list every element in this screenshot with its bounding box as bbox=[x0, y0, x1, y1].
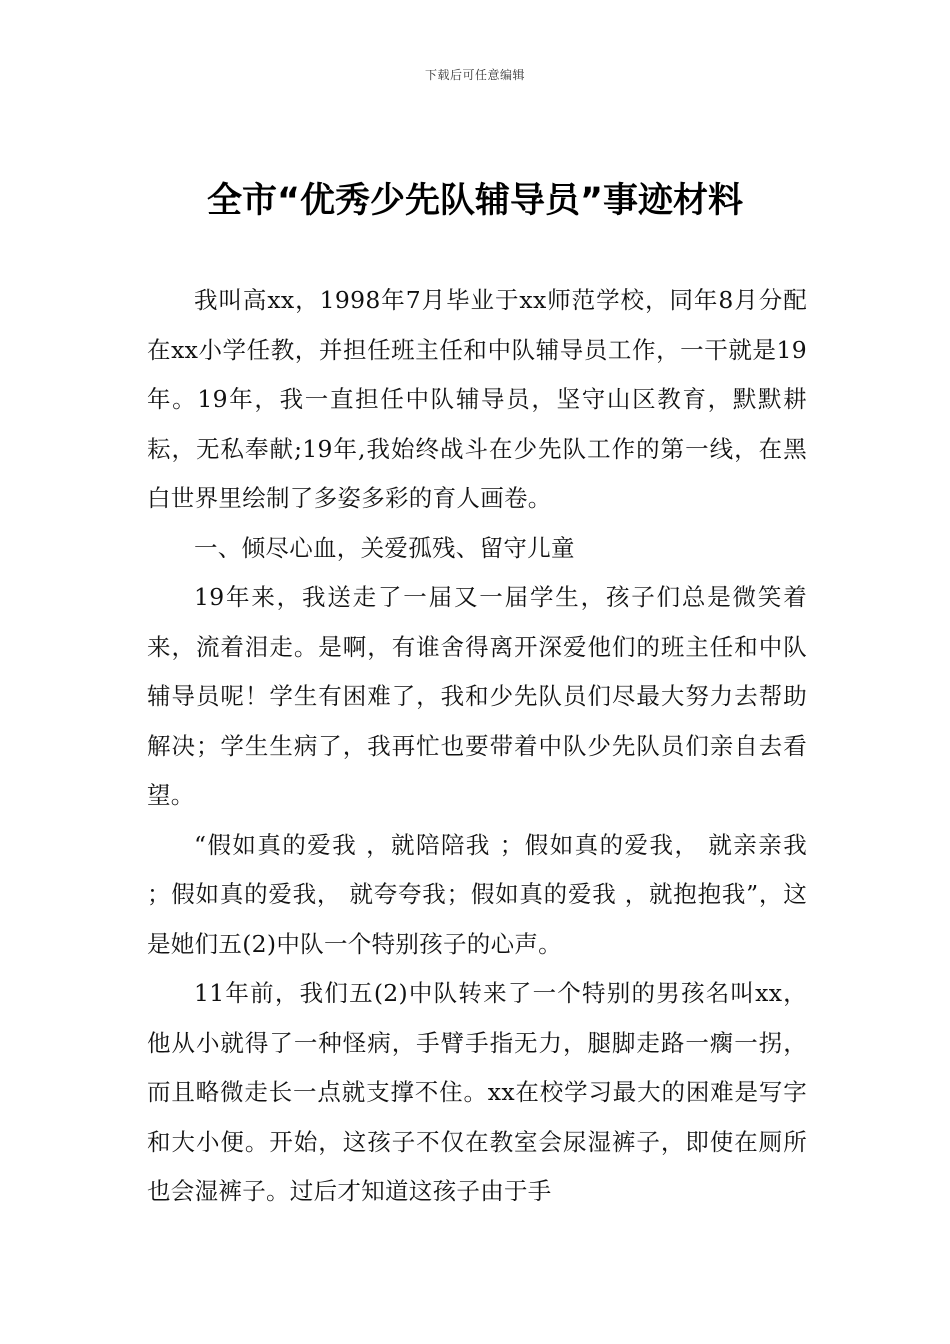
section-heading-1: 一、倾尽心血，关爱孤残、留守儿童 bbox=[194, 533, 575, 562]
paragraph-intro: 我叫高xx，1998年7月毕业于xx师范学校，同年8月分配在xx小学任教，并担任班主任和中队辅导员工作，一干就是19年。19年，我一直担任中队辅导员，坚守山区教育，默默耕耘，无私奉献;19年,我始终战斗在少先队工作的第一线，在黑白世界里绘制了多姿多彩的育人画卷。 bbox=[147, 286, 807, 512]
header-note: 下载后可任意编辑 bbox=[424, 68, 525, 82]
paragraph-quote: “假如真的爱我 ，就陪陪我 ；假如真的爱我， 就亲亲我 ；假如真的爱我， 就夸夸我；假如真的爱我 ，就抱抱我”，这是她们五(2)中队一个特别孩子的心声。 bbox=[147, 830, 807, 958]
paragraph-students: 19年来，我送走了一届又一届学生，孩子们总是微笑着来，流着泪走。是啊，有谁舍得离开深爱他们的班主任和中队辅导员呢！学生有困难了，我和少先队员们尽最大努力去帮助解决；学生生病了，我再忙也要带着中队少先队员们亲自去看望。 bbox=[147, 583, 807, 809]
document-title: 全市“优秀少先队辅导员”事迹材料 bbox=[206, 181, 743, 221]
paragraph-story: 11年前，我们五(2)中队转来了一个特别的男孩名叫xx，他从小就得了一种怪病，手臂手指无力，腿脚走路一瘸一拐，而且略微走长一点就支撑不住。xx在校学习最大的困难是写字和大小便。开始，这孩子不仅在教室会尿湿裤子，即使在厕所也会湿裤子。过后才知道这孩子由于手 bbox=[147, 979, 807, 1205]
document-body bbox=[147, 276, 807, 1217]
